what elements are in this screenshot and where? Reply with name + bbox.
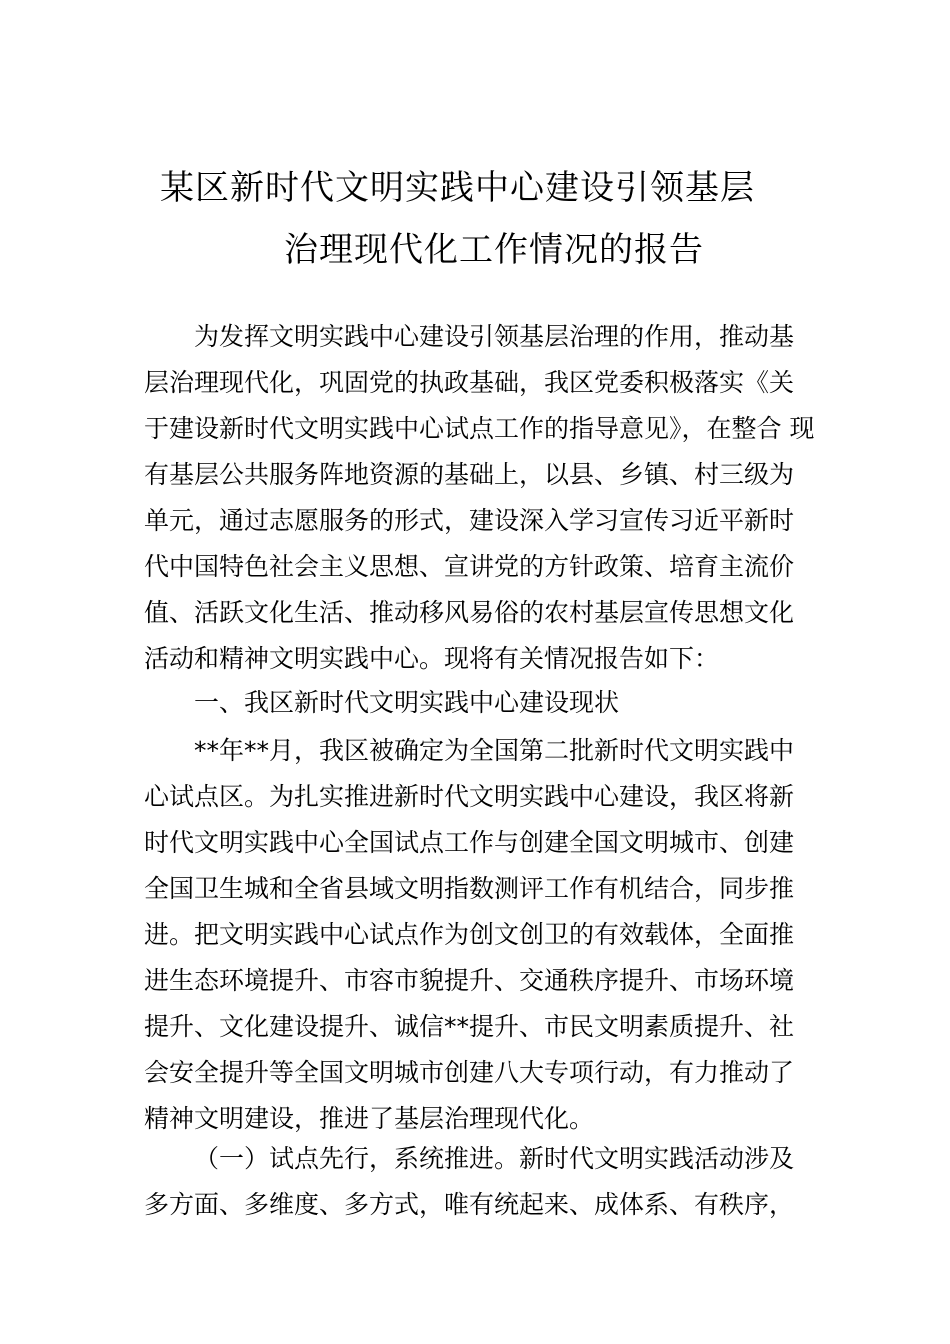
paragraph-line: 多方面、多维度、多方式，唯有统起来、成体系、有秩序， — [144, 1190, 795, 1219]
paragraph-line: 值、活跃文化生活、推动移风易俗的农村基层宣传思想文化 — [144, 598, 795, 627]
paragraph-line: **年**月，我区被确定为全国第二批新时代文明实践中 — [194, 736, 795, 765]
paragraph-line: 会安全提升等全国文明城市创建八大专项行动，有力推动了 — [144, 1058, 795, 1087]
document-title-line-1: 某区新时代文明实践中心建设引领基层 — [160, 168, 755, 208]
paragraph-line: 精神文明建设，推进了基层治理现代化。 — [144, 1104, 595, 1133]
paragraph-line: 层治理现代化，巩固党的执政基础，我区党委积极落实《关 — [144, 368, 795, 397]
intro-paragraph — [144, 314, 814, 682]
subsection-paragraph — [144, 1136, 814, 1228]
section-heading: 一、我区新时代文明实践中心建设现状 — [194, 688, 620, 717]
paragraph-line: 代中国特色社会主义思想、宣讲党的方针政策、培育主流价 — [144, 552, 795, 581]
paragraph-line: （一）试点先行，系统推进。新时代文明实践活动涉及 — [194, 1144, 795, 1173]
paragraph-line: 时代文明实践中心全国试点工作与创建全国文明城市、创建 — [144, 828, 795, 857]
paragraph-line: 心试点区。为扎实推进新时代文明实践中心建设，我区将新 — [144, 782, 795, 811]
paragraph-line: 单元，通过志愿服务的形式，建设深入学习宣传习近平新时 — [144, 506, 795, 535]
paragraph-line: 进。把文明实践中心试点作为创文创卫的有效载体，全面推 — [144, 920, 795, 949]
paragraph-line: 进生态环境提升、市容市貌提升、交通秩序提升、市场环境 — [144, 966, 795, 995]
paragraph-line: 活动和精神文明实践中心。现将有关情况报告如下： — [144, 644, 720, 673]
document-title-line-2: 治理现代化工作情况的报告 — [284, 230, 704, 270]
paragraph-line: 有基层公共服务阵地资源的基础上，以县、乡镇、村三级为 — [144, 460, 795, 489]
paragraph-line: 为发挥文明实践中心建设引领基层治理的作用，推动基 — [194, 322, 795, 351]
paragraph-line: 于建设新时代文明实践中心试点工作的指导意见》，在整合 现 — [144, 414, 815, 443]
paragraph-line: 提升、文化建设提升、诚信**提升、市民文明素质提升、社 — [144, 1012, 795, 1041]
paragraph-line: 全国卫生城和全省县域文明指数测评工作有机结合，同步推 — [144, 874, 795, 903]
status-paragraph — [144, 728, 814, 1142]
